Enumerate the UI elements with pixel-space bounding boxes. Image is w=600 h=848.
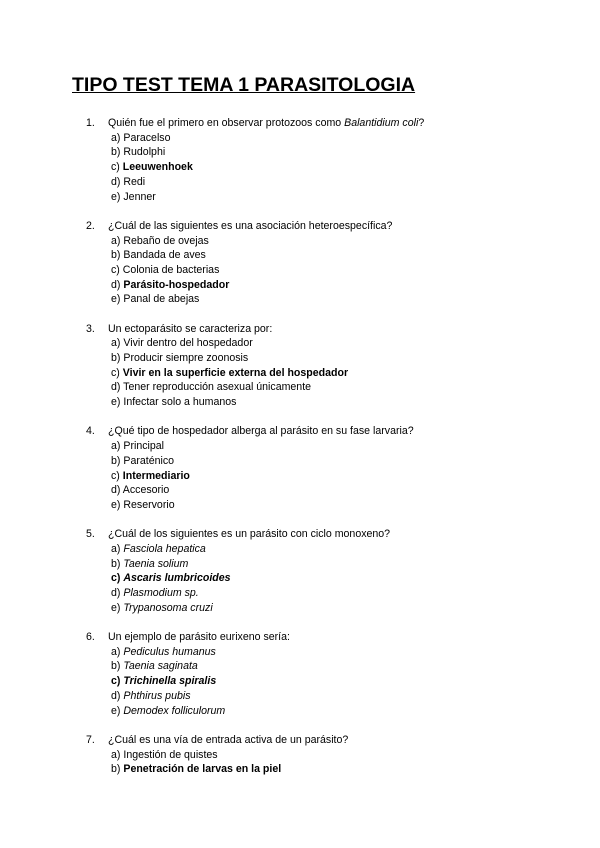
option-text: Taenia solium: [123, 557, 189, 570]
option-text: Reservorio: [123, 498, 175, 511]
options-list: [111, 645, 576, 719]
option-a: [111, 748, 576, 763]
options-list: [111, 748, 576, 777]
option-letter: b): [111, 352, 124, 365]
option-text: Jenner: [123, 190, 156, 203]
question-text: Un ejemplo de parásito eurixeno sería:: [108, 631, 290, 644]
option-text: Panal de abejas: [123, 293, 200, 306]
option-letter: d): [111, 484, 123, 497]
option-a: [111, 439, 576, 454]
option-letter: c): [111, 572, 124, 585]
option-e: [111, 292, 576, 307]
question-text: ¿Cuál de los siguientes es un parásito con ciclo monoxeno?: [108, 528, 391, 541]
option-text: Taenia saginata: [123, 660, 198, 673]
option-text: Vivir en la superficie externa del hospedador: [122, 366, 349, 379]
question-5: [86, 527, 576, 615]
option-b: [111, 351, 576, 366]
option-letter: e): [111, 293, 124, 306]
option-text: Trypanosoma cruzi: [123, 601, 213, 614]
option-letter: a): [111, 337, 124, 350]
option-letter: c): [111, 675, 124, 688]
options-list: [111, 542, 576, 616]
option-text: Penetración de larvas en la piel: [123, 763, 282, 776]
document-title: TIPO TEST TEMA 1 PARASITOLOGIA: [72, 74, 416, 96]
option-b-correct: [111, 762, 576, 777]
option-b: [111, 659, 576, 674]
option-letter: c): [111, 469, 123, 482]
option-text: Colonia de bacterias: [122, 263, 220, 276]
option-text: Redi: [123, 175, 146, 188]
option-text: Demodex folliculorum: [123, 704, 226, 717]
question-number: 1.: [86, 117, 95, 129]
option-c-correct: [111, 571, 576, 586]
option-letter: c): [111, 263, 123, 276]
option-text: Fasciola hepatica: [123, 542, 206, 555]
option-letter: b): [111, 454, 124, 467]
option-c-correct: [111, 366, 576, 381]
option-text: Paraténico: [123, 454, 175, 467]
option-text: Ascaris lumbricoides: [123, 572, 231, 585]
question-6: [86, 630, 576, 718]
question-text: Un ectoparásito se caracteriza por:: [108, 322, 273, 335]
option-a: [111, 234, 576, 249]
option-c-correct: [111, 469, 576, 484]
option-b: [111, 454, 576, 469]
option-text: Producir siempre zoonosis: [123, 352, 249, 365]
option-a: [111, 131, 576, 146]
option-letter: e): [111, 601, 124, 614]
option-letter: d): [111, 175, 124, 188]
option-letter: d): [111, 587, 124, 600]
option-b: [111, 557, 576, 572]
question-number: 7.: [86, 733, 95, 746]
option-letter: a): [111, 131, 124, 144]
question-text: ¿Qué tipo de hospedador alberga al parásito en su fase larvaria?: [108, 425, 414, 438]
option-text: Trichinella spiralis: [123, 675, 217, 688]
option-letter: e): [111, 704, 124, 717]
question-number: 3.: [86, 322, 95, 335]
option-d: [111, 483, 576, 498]
option-d: [111, 689, 576, 704]
option-text: Vivir dentro del hospedador: [123, 337, 253, 350]
option-letter: a): [111, 440, 124, 453]
option-e: [111, 704, 576, 719]
question-1: [86, 116, 576, 204]
options-list: [111, 336, 576, 410]
option-e: [111, 190, 576, 205]
option-d-correct: [111, 278, 576, 293]
question-2: [86, 219, 576, 307]
option-letter: e): [111, 396, 124, 409]
option-letter: a): [111, 234, 124, 247]
option-a: [111, 336, 576, 351]
option-text: Plasmodium sp.: [123, 587, 199, 600]
option-text: Paracelso: [123, 131, 171, 144]
option-text: Accesorio: [122, 484, 170, 497]
option-e: [111, 395, 576, 410]
question-number: 6.: [86, 631, 95, 644]
option-text: Leeuwenhoek: [122, 161, 193, 174]
option-letter: c): [111, 161, 123, 174]
option-text: Ingestión de quistes: [123, 748, 218, 761]
option-c: [111, 263, 576, 278]
question-4: [86, 424, 576, 512]
option-text: Principal: [123, 440, 165, 453]
option-e: [111, 498, 576, 513]
option-b: [111, 248, 576, 263]
options-list: [111, 234, 576, 308]
option-a: [111, 645, 576, 660]
question-text-part: Quién fue el primero en observar protozoos como: [108, 117, 345, 129]
option-letter: b): [111, 660, 124, 673]
option-text: Pediculus humanus: [123, 645, 216, 658]
option-d: [111, 380, 576, 395]
question-text: ¿Cuál es una vía de entrada activa de un parásito?: [108, 733, 349, 746]
option-text: Infectar solo a humanos: [123, 396, 237, 409]
options-list: [111, 131, 576, 205]
option-e: [111, 601, 576, 616]
species-name: Balantidium coli: [344, 117, 419, 129]
option-text: Intermediario: [122, 469, 190, 482]
option-letter: b): [111, 557, 124, 570]
question-text: ¿Cuál de las siguientes es una asociación heteroespecífica?: [108, 219, 393, 232]
option-letter: c): [111, 366, 123, 379]
question-text: [108, 116, 424, 131]
option-letter: e): [111, 190, 124, 203]
option-text: Tener reproducción asexual únicamente: [123, 381, 312, 394]
option-b: [111, 145, 576, 160]
option-a: [111, 542, 576, 557]
option-letter: d): [111, 381, 124, 394]
option-letter: a): [111, 645, 124, 658]
option-letter: b): [111, 249, 124, 262]
option-letter: d): [111, 278, 124, 291]
option-d: [111, 586, 576, 601]
option-letter: b): [111, 763, 124, 776]
question-list: [86, 116, 576, 792]
option-c-correct: [111, 160, 576, 175]
question-7: [86, 733, 576, 777]
question-text-end: ?: [418, 117, 425, 129]
option-c-correct: [111, 674, 576, 689]
question-number: 5.: [86, 528, 95, 541]
options-list: [111, 439, 576, 513]
option-text: Phthirus pubis: [123, 689, 191, 702]
option-letter: e): [111, 498, 124, 511]
option-text: Parásito-hospedador: [123, 278, 230, 291]
option-text: Rebaño de ovejas: [123, 234, 209, 247]
question-number: 2.: [86, 219, 95, 232]
option-letter: a): [111, 748, 124, 761]
option-letter: b): [111, 146, 124, 159]
question-number: 4.: [86, 425, 95, 438]
option-letter: a): [111, 542, 124, 555]
option-text: Rudolphi: [123, 146, 166, 159]
option-letter: d): [111, 689, 124, 702]
option-text: Bandada de aves: [123, 249, 206, 262]
option-d: [111, 175, 576, 190]
question-3: [86, 322, 576, 410]
